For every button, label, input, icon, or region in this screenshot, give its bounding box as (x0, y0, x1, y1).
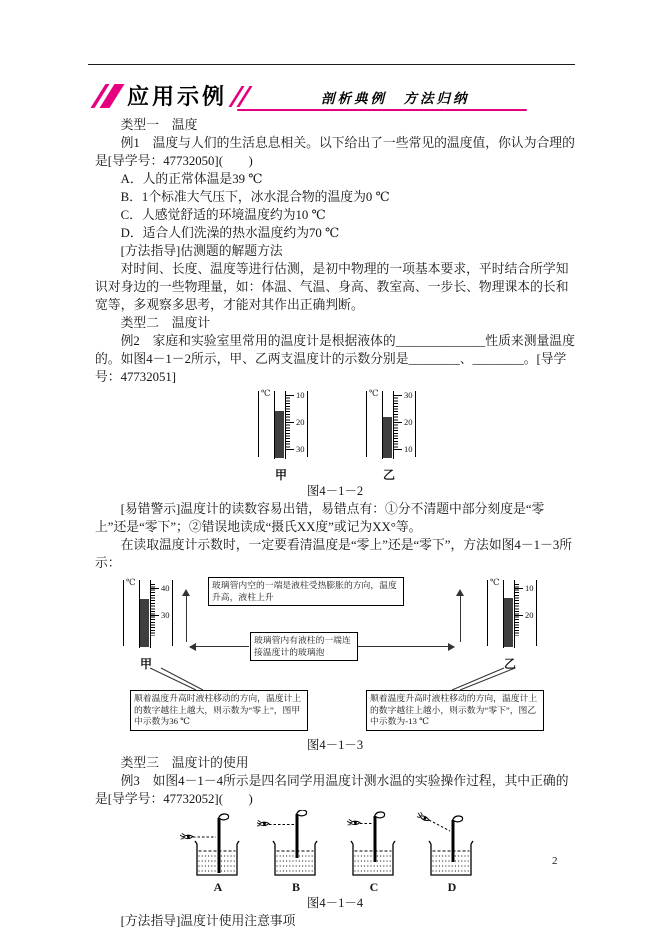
glass-edge (123, 580, 124, 646)
liquid-dots (355, 856, 392, 871)
setup-b-label: B (291, 880, 300, 894)
method-guide-body: 对时间、长度、温度等进行估测，是初中物理的一项基本要求，平时结合所学知识对身边的一些物理量，如：体温、气温、身高、教室高、一步长、物理课本的长和宽等，多观察多思考，才能对其作出正确判断。 (95, 262, 569, 312)
header-tagline: 剖析典例 方法归纳 (321, 91, 470, 106)
thermometer-jia-label: 甲 (274, 468, 287, 482)
beaker (273, 841, 317, 875)
example2-text: 例2 家庭和实验室里常用的温度计是根据液体的______________性质来测量温度的。如图4－1－2所示，甲、乙两支温度计的示数分别是________、________。[导学号：47732051] (95, 334, 575, 384)
method-guide-title: [方法指导]估测题的解题方法 (120, 244, 283, 258)
glass-edge (536, 580, 537, 646)
warning-note: [易错警示]温度计的读数容易出错，易错点有：①分不清题中部分刻度是“零上”还是“零下”；②错误地读成“摄氏XX度”或记为XX°等。 (95, 502, 545, 534)
tick-label: 40 (161, 583, 170, 593)
option-a: A．人的正常体温是39 ℃ (120, 172, 263, 186)
figure-4-1-4 (175, 810, 495, 894)
major-tick-marks (150, 588, 159, 617)
setup-c-label: C (369, 880, 379, 894)
celsius-unit-label: ℃ (490, 577, 500, 587)
thermometer-drawing (361, 389, 417, 463)
thermometer-jia (118, 578, 174, 671)
mercury-column (504, 598, 513, 647)
thermometer-drawing (118, 578, 174, 652)
thermometer-drawing (482, 578, 538, 652)
glass-edge (172, 580, 173, 646)
liquid-dots (199, 856, 236, 871)
tick-label: 30 (404, 390, 413, 400)
right-arrow-icon (358, 646, 454, 647)
eye-icon (257, 820, 269, 826)
figure-4-1-3 (100, 574, 570, 736)
option-b: B．1个标准大气压下，冰水混合物的温度为0 ℃ (120, 190, 390, 204)
setup-d-drawing (413, 810, 491, 880)
header-title: 应用示例 (127, 84, 228, 109)
eye-icon (180, 833, 193, 839)
tick-label: 20 (296, 417, 305, 427)
above-zero-note-box: 顺着温度升高时液柱移动的方向，温度计上的数字越往上越大，则示数为“零上”，图甲中示数为36 ℃ (130, 690, 308, 731)
celsius-unit-label: ℃ (126, 577, 136, 587)
liquid-dots (433, 856, 470, 871)
tick-label: 30 (296, 444, 305, 454)
figure-4-1-4-caption: 图4－1－4 (306, 896, 364, 910)
glass-edge (307, 391, 308, 457)
up-arrow-icon (456, 586, 465, 642)
glass-edge (258, 391, 259, 457)
setup-labels (175, 880, 495, 894)
glass-edge (415, 391, 416, 457)
major-tick-marks (285, 395, 294, 450)
celsius-unit-label: ℃ (261, 388, 271, 398)
accent-underline (237, 109, 527, 111)
tick-label: 30 (161, 610, 170, 620)
below-zero-note-box: 顺着温度升高时液柱移动的方向，温度计上的数字越往上越小，则示数为“零下”，图乙中示数为-13 ℃ (366, 690, 544, 731)
setup-c-drawing (335, 810, 413, 880)
major-tick-marks (393, 395, 402, 450)
figure-4-1-2 (95, 389, 575, 482)
figure-4-1-2-caption: 图4－1－2 (306, 484, 364, 498)
setup-a-label: A (213, 880, 223, 894)
up-arrow-icon (182, 586, 191, 642)
thermometer-yi (482, 578, 538, 671)
type1-heading: 类型一 温度 (120, 118, 198, 132)
page-content (95, 116, 575, 930)
example1-text: 例1 温度与人们的生活息息相关。以下给出了一些常见的温度值，你认为合理的是[导学号：47732050]( ) (95, 136, 575, 168)
type2-heading: 类型二 温度计 (120, 316, 211, 330)
beaker (195, 841, 239, 875)
celsius-unit-label: ℃ (369, 388, 379, 398)
major-tick-marks (514, 588, 523, 617)
figure-4-1-3-caption: 图4－1－3 (306, 738, 364, 752)
glass-edge (487, 580, 488, 646)
bulb-note-box: 玻璃管内有液柱的一端连接温度计的玻璃泡 (250, 632, 358, 661)
expansion-note-box: 玻璃管内空的一端是液柱受热膨胀的方向，温度升高，液柱上升 (208, 577, 404, 606)
setup-d-label: D (447, 880, 457, 894)
beaker (351, 841, 395, 875)
eye-icon (347, 819, 360, 825)
thermometer-drawing (253, 389, 309, 463)
beaker (429, 841, 473, 875)
thermometer-jia (253, 389, 309, 482)
mercury-column (275, 411, 284, 458)
setup-b-drawing (257, 810, 335, 880)
thermometer-yi-label: 乙 (382, 468, 395, 482)
top-rule (88, 64, 575, 65)
tick-label: 10 (525, 583, 534, 593)
setup-a-drawing (179, 810, 257, 880)
option-d: D．适合人们洗澡的热水温度约为70 ℃ (120, 226, 340, 240)
tick-label: 10 (404, 444, 413, 454)
thermometer-yi-label: 乙 (503, 657, 516, 671)
section-header (95, 80, 575, 116)
experiment-setups (175, 810, 495, 880)
tick-label: 20 (404, 417, 413, 427)
left-arrow-icon (190, 646, 249, 647)
method-guide2-title: [方法指导]温度计使用注意事项 (120, 914, 296, 928)
tick-label: 10 (296, 390, 305, 400)
type3-heading: 类型三 温度计的使用 (120, 756, 249, 770)
reading-tip: 在读取温度计示数时，一定要看清温度是“零上”还是“零下”，方法如图4－1－3所示： (95, 538, 573, 570)
eye-icon (416, 811, 430, 822)
thermometer-yi (361, 389, 417, 482)
sight-line (429, 820, 450, 831)
page-number: 2 (552, 855, 558, 867)
liquid-dots (277, 856, 314, 871)
tick-label: 20 (525, 610, 534, 620)
example3-text: 例3 如图4－1－4所示是四名同学用温度计测水温的实验操作过程，其中正确的是[导学号：47732052]( ) (95, 774, 569, 806)
mercury-column (383, 417, 392, 458)
mercury-column (140, 599, 149, 647)
glass-edge (366, 391, 367, 457)
thermometer-jia-label: 甲 (139, 657, 152, 671)
option-c: C．人感觉舒适的环境温度约为10 ℃ (120, 208, 326, 222)
